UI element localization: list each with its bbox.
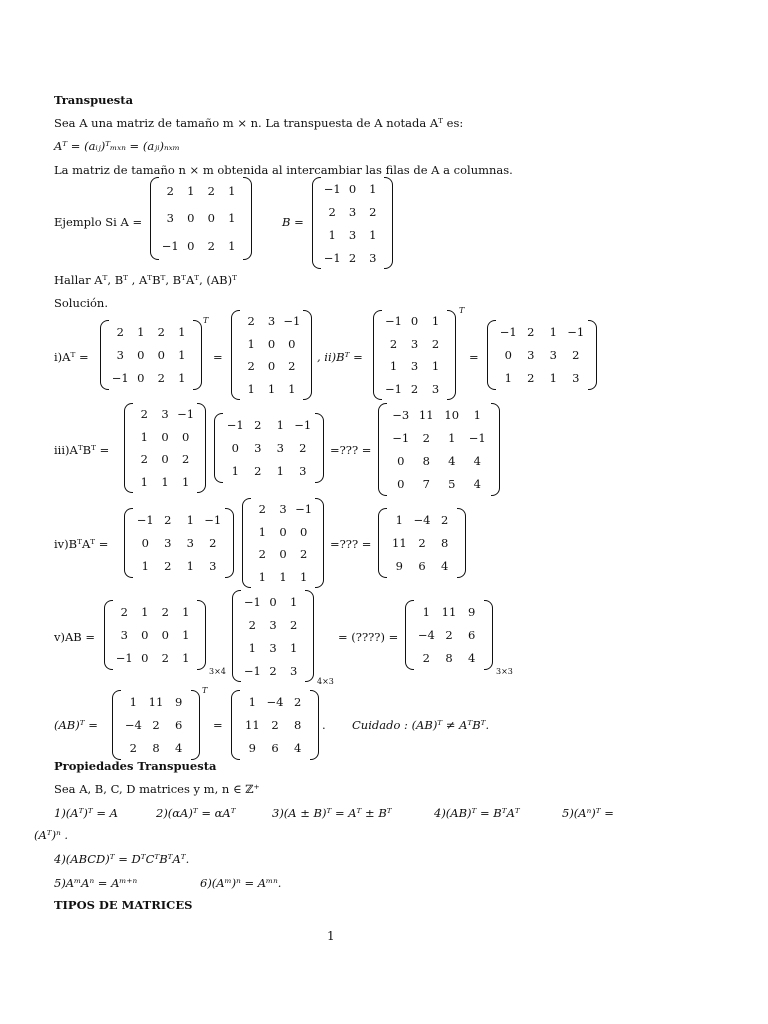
matrix-ab bbox=[405, 600, 493, 670]
matrix-cell: 0 bbox=[267, 359, 276, 374]
matrix-cell: 4 bbox=[473, 477, 481, 492]
matrix-cell: 1 bbox=[279, 569, 287, 584]
matrix-cell: 8 bbox=[293, 717, 302, 732]
matrix-cell: 6 bbox=[271, 741, 279, 756]
matrix-cell: −1 bbox=[177, 407, 195, 422]
matrix-cell: 1 bbox=[369, 181, 377, 196]
properties-title: Propiedades Transpuesta bbox=[54, 759, 217, 773]
matrix-cell: 3 bbox=[431, 381, 440, 396]
matrix-cell: 2 bbox=[389, 336, 398, 351]
matrix-cell: 1 bbox=[431, 359, 440, 374]
matrix-cell: 2 bbox=[254, 464, 262, 479]
matrix-cell: 2 bbox=[269, 663, 277, 678]
transpose-mark: T bbox=[202, 686, 208, 695]
matrix-cell: 3 bbox=[549, 347, 557, 362]
matrix-cell: 3 bbox=[276, 440, 284, 455]
matrix-cell: 0 bbox=[279, 547, 287, 562]
matrix-cell: 2 bbox=[209, 535, 217, 550]
matrix-cell: 2 bbox=[157, 324, 165, 339]
matrix-cell: 1 bbox=[299, 569, 308, 584]
matrix-cell: 11 bbox=[392, 535, 407, 550]
matrix-cell: 2 bbox=[258, 502, 266, 517]
matrix-cell: 4 bbox=[467, 651, 476, 666]
matrix-cell: 1 bbox=[228, 183, 236, 198]
matrix-cell: 0 bbox=[267, 336, 276, 351]
matrix-cell: 1 bbox=[231, 464, 239, 479]
matrix-cell: 0 bbox=[348, 181, 357, 196]
matrix-cell: 11 bbox=[418, 407, 434, 422]
matrix-cell: 2 bbox=[418, 535, 426, 550]
matrix-cell: 1 bbox=[247, 381, 255, 396]
matrix-cell: 0 bbox=[161, 627, 169, 642]
matrix-cell: 3 bbox=[279, 502, 287, 517]
matrix-cell: 1 bbox=[178, 347, 186, 362]
matrix-at bbox=[124, 403, 206, 493]
matrix-cell: 3 bbox=[410, 336, 419, 351]
matrix-a bbox=[104, 600, 206, 670]
matrix-cell: 9 bbox=[467, 604, 476, 619]
b-label: B = bbox=[282, 215, 304, 229]
property-8: 6)(Aᵐ)ⁿ = Aᵐⁿ. bbox=[200, 876, 282, 890]
dimension-label: 3×4 bbox=[209, 667, 226, 676]
page-number: 1 bbox=[327, 929, 335, 943]
matrix-cell: −1 bbox=[204, 512, 222, 527]
matrix-cell: 9 bbox=[174, 694, 183, 709]
matrix-cell: 6 bbox=[467, 627, 476, 642]
matrix-cell: 1 bbox=[248, 694, 256, 709]
matrix-cell: 8 bbox=[152, 741, 160, 756]
matrix-cell: 2 bbox=[527, 324, 535, 339]
matrix-at bbox=[242, 498, 324, 588]
matrix-cell: 5 bbox=[448, 477, 456, 492]
matrix-abt bbox=[231, 690, 319, 760]
matrix-cell: 1 bbox=[129, 694, 137, 709]
ejemplo-label: Ejemplo Si A = bbox=[54, 215, 143, 229]
matrix-cell: 2 bbox=[369, 204, 377, 219]
matrix-cell: 1 bbox=[228, 211, 236, 226]
matrix-cell: −1 bbox=[243, 663, 261, 678]
matrix-cell: 10 bbox=[444, 407, 460, 422]
matrix-cell: 2 bbox=[572, 347, 580, 362]
matrix-cell: 1 bbox=[328, 227, 336, 242]
matrix-cell: 6 bbox=[418, 559, 426, 574]
matrix-cell: 3 bbox=[369, 250, 377, 265]
property-2: 2)(αA)ᵀ = αAᵀ bbox=[156, 806, 236, 820]
matrix-cell: 0 bbox=[299, 524, 308, 539]
matrix-cell: 0 bbox=[161, 452, 169, 467]
matrix-cell: 2 bbox=[116, 324, 124, 339]
matrix-cell: 2 bbox=[140, 407, 148, 422]
matrix-cell: 11 bbox=[441, 604, 457, 619]
matrix-cell: 2 bbox=[299, 440, 307, 455]
matrix-cell: 2 bbox=[207, 183, 215, 198]
matrix-cell: 0 bbox=[141, 651, 149, 666]
matrix-cell: 1 bbox=[431, 314, 440, 329]
matrix-cell: 3 bbox=[161, 407, 169, 422]
transpose-mark: T bbox=[203, 316, 209, 325]
matrix-cell: 8 bbox=[422, 454, 430, 469]
matrix-cell: 0 bbox=[231, 440, 239, 455]
matrix-cell: 2 bbox=[328, 204, 336, 219]
matrix-cell: −1 bbox=[295, 502, 313, 517]
unknown-equals: =??? = bbox=[330, 537, 372, 551]
matrix-cell: 0 bbox=[187, 211, 195, 226]
label-iii: iii)AᵀBᵀ = bbox=[54, 443, 110, 457]
matrix-bt bbox=[214, 413, 324, 483]
intro-text: Sea A una matriz de tamaño m × n. La transpuesta de A notada Aᵀ es: bbox=[54, 116, 464, 130]
matrix-cell: −4 bbox=[124, 717, 142, 732]
matrix-cell: 3 bbox=[254, 440, 262, 455]
matrix-cell: −1 bbox=[111, 371, 129, 386]
unknown-equals: =??? = bbox=[330, 443, 372, 457]
matrix-cell: 1 bbox=[137, 324, 145, 339]
matrix-cell: 3 bbox=[166, 211, 174, 226]
label-i: i)Aᵀ = bbox=[54, 350, 89, 364]
matrix-cell: 2 bbox=[348, 250, 357, 265]
label-v: v)AB = bbox=[54, 630, 96, 644]
matrix-cell: 1 bbox=[448, 430, 456, 445]
matrix-cell: 1 bbox=[289, 640, 298, 655]
matrix-cell: 3 bbox=[348, 227, 357, 242]
matrix-cell: 1 bbox=[289, 594, 298, 609]
matrix-cell: 1 bbox=[422, 604, 430, 619]
matrix-cell: 1 bbox=[186, 559, 194, 574]
matrix-cell: 1 bbox=[549, 324, 557, 339]
matrix-cell: 1 bbox=[473, 407, 481, 422]
matrix-cell: 2 bbox=[527, 371, 535, 386]
label-iv: iv)BᵀAᵀ = bbox=[54, 537, 109, 551]
matrix-cell: 1 bbox=[186, 512, 194, 527]
matrix-cell: 0 bbox=[288, 336, 296, 351]
matrix-cell: 0 bbox=[161, 429, 169, 444]
matrix-cell: 2 bbox=[254, 417, 262, 432]
matrix-cell: 1 bbox=[248, 640, 256, 655]
matrix-cell: −1 bbox=[323, 181, 341, 196]
matrix-b-paren bbox=[373, 310, 456, 400]
matrix-b bbox=[312, 177, 393, 269]
matrix-cell: −1 bbox=[226, 417, 244, 432]
matrix-cell: −1 bbox=[136, 512, 154, 527]
matrix-cell: 1 bbox=[181, 474, 190, 489]
matrix-cell: −1 bbox=[385, 314, 402, 329]
matrix-cell: 4 bbox=[473, 454, 481, 469]
matrix-cell: 4 bbox=[440, 559, 449, 574]
matrix-cell: 2 bbox=[431, 336, 440, 351]
matrix-cell: −4 bbox=[413, 512, 431, 527]
matrix-cell: 2 bbox=[164, 512, 172, 527]
section-title: Transpuesta bbox=[54, 93, 134, 107]
matrix-cell: 2 bbox=[120, 604, 128, 619]
property-5-cont: (Aᵀ)ⁿ . bbox=[34, 828, 69, 842]
matrix-cell: 0 bbox=[279, 524, 287, 539]
matrix-cell: 7 bbox=[422, 477, 430, 492]
matrix-cell: 1 bbox=[182, 604, 190, 619]
matrix-cell: 0 bbox=[207, 211, 215, 226]
matrix-cell: 2 bbox=[422, 651, 430, 666]
matrix-cell: −1 bbox=[243, 594, 261, 609]
matrix-cell: 1 bbox=[187, 183, 195, 198]
matrix-cell: 3 bbox=[527, 347, 535, 362]
property-1: 1)(Aᵀ)ᵀ = A bbox=[54, 806, 118, 820]
equals-sign: = bbox=[213, 350, 223, 364]
matrix-cell: 2 bbox=[161, 651, 169, 666]
matrix-cell: −1 bbox=[283, 314, 301, 329]
matrix-cell: 3 bbox=[267, 314, 276, 329]
matrix-cell: −4 bbox=[417, 627, 435, 642]
matrix-cell: 1 bbox=[178, 324, 186, 339]
matrix-cell: 0 bbox=[157, 347, 165, 362]
matrix-cell: 1 bbox=[276, 417, 284, 432]
matrix-cell: 2 bbox=[181, 452, 190, 467]
matrix-cell: −3 bbox=[392, 407, 410, 422]
matrix-bt bbox=[487, 320, 597, 390]
matrix-cell: 6 bbox=[174, 717, 183, 732]
matrix-cell: 2 bbox=[166, 183, 174, 198]
solucion-label: Solución. bbox=[54, 296, 108, 310]
matrix-cell: 3 bbox=[289, 663, 298, 678]
matrix-cell: 2 bbox=[288, 359, 296, 374]
matrix-cell: 2 bbox=[207, 239, 215, 254]
matrix-cell: 2 bbox=[258, 547, 266, 562]
matrix-cell: 2 bbox=[129, 741, 137, 756]
matrix-a bbox=[150, 177, 252, 260]
dimension-label: 3×3 bbox=[496, 667, 513, 676]
matrix-cell: −1 bbox=[499, 324, 517, 339]
matrix-cell: 1 bbox=[267, 381, 276, 396]
matrix-cell: −1 bbox=[115, 651, 133, 666]
matrix-cell: 1 bbox=[258, 524, 266, 539]
matrix-cell: 2 bbox=[293, 694, 302, 709]
matrix-cell: 2 bbox=[299, 547, 308, 562]
matrix-cell: 2 bbox=[152, 717, 160, 732]
matrix-cell: 0 bbox=[137, 371, 145, 386]
property-6: 4)(ABCD)ᵀ = DᵀCᵀBᵀAᵀ. bbox=[54, 852, 190, 866]
matrix-cell: 4 bbox=[293, 741, 302, 756]
matrix-cell: −1 bbox=[567, 324, 585, 339]
matrix-cell: 3 bbox=[116, 347, 124, 362]
formula-definition: Aᵀ = (aᵢⱼ)ᵀₘₓₙ = (aⱼᵢ)ₙₓₘ bbox=[54, 139, 180, 153]
matrix-cell: 1 bbox=[276, 464, 284, 479]
matrix-cell: −4 bbox=[266, 694, 284, 709]
matrix-atbt bbox=[378, 403, 500, 496]
matrix-cell: 2 bbox=[248, 617, 256, 632]
matrix-cell: −1 bbox=[385, 381, 402, 396]
cuidado-note: Cuidado : (AB)ᵀ ≠ AᵀBᵀ. bbox=[352, 718, 490, 732]
matrix-cell: 2 bbox=[247, 314, 255, 329]
matrix-cell: 3 bbox=[209, 559, 217, 574]
matrix-cell: −1 bbox=[161, 239, 179, 254]
matrix-cell: 0 bbox=[187, 239, 195, 254]
matrix-bt bbox=[124, 508, 234, 578]
matrix-cell: 3 bbox=[186, 535, 194, 550]
matrix-cell: 8 bbox=[440, 535, 449, 550]
matrix-cell: −1 bbox=[468, 430, 486, 445]
matrix-cell: 1 bbox=[228, 239, 236, 254]
matrix-cell: 1 bbox=[140, 429, 148, 444]
matrix-cell: 4 bbox=[448, 454, 456, 469]
matrix-cell: 2 bbox=[440, 512, 449, 527]
matrix-cell: 1 bbox=[247, 336, 255, 351]
equals-sign: = bbox=[469, 350, 479, 364]
matrix-at bbox=[231, 310, 312, 400]
matrix-cell: 2 bbox=[445, 627, 453, 642]
matrix-cell: 2 bbox=[271, 717, 279, 732]
matrix-cell: 3 bbox=[120, 627, 128, 642]
matrix-cell: 0 bbox=[137, 347, 145, 362]
matrix-cell: 1 bbox=[288, 381, 296, 396]
transpose-mark: T bbox=[459, 306, 465, 315]
matrix-cell: 0 bbox=[269, 594, 277, 609]
matrix-cell: 4 bbox=[174, 741, 183, 756]
matrix-cell: 1 bbox=[140, 474, 148, 489]
hallar-text: Hallar Aᵀ, Bᵀ , AᵀBᵀ, BᵀAᵀ, (AB)ᵀ bbox=[54, 273, 237, 287]
matrix-cell: 3 bbox=[572, 371, 580, 386]
matrix-cell: 1 bbox=[178, 371, 186, 386]
matrix-cell: 0 bbox=[504, 347, 512, 362]
matrix-cell: 2 bbox=[422, 430, 430, 445]
matrix-cell: 2 bbox=[164, 559, 172, 574]
matrix-cell: 1 bbox=[258, 569, 266, 584]
dimension-label: 4×3 bbox=[317, 677, 334, 686]
matrix-ab-paren bbox=[112, 690, 200, 760]
tipos-heading: TIPOS DE MATRICES bbox=[54, 898, 193, 912]
matrix-cell: 0 bbox=[141, 535, 149, 550]
matrix-cell: 1 bbox=[182, 651, 190, 666]
matrix-cell: −1 bbox=[294, 417, 312, 432]
matrix-cell: 1 bbox=[161, 474, 169, 489]
matrix-cell: 3 bbox=[410, 359, 419, 374]
matrix-a-paren bbox=[100, 320, 202, 390]
matrix-cell: 1 bbox=[395, 512, 403, 527]
matrix-cell: 0 bbox=[397, 454, 405, 469]
matrix-cell: 1 bbox=[182, 627, 190, 642]
matrix-cell: 3 bbox=[348, 204, 357, 219]
matrix-cell: 1 bbox=[369, 227, 377, 242]
matrix-cell: 1 bbox=[389, 359, 398, 374]
matrix-cell: 2 bbox=[410, 381, 419, 396]
matrix-cell: 1 bbox=[549, 371, 557, 386]
matrix-cell: 2 bbox=[140, 452, 148, 467]
matrix-cell: −1 bbox=[392, 430, 410, 445]
matrix-cell: 2 bbox=[247, 359, 255, 374]
matrix-cell: 2 bbox=[157, 371, 165, 386]
unknown-equals: = (????) = bbox=[338, 630, 399, 644]
label-abt: (AB)ᵀ = bbox=[54, 718, 98, 732]
matrix-cell: 3 bbox=[269, 640, 277, 655]
matrix-cell: 11 bbox=[148, 694, 164, 709]
matrix-cell: 0 bbox=[410, 314, 419, 329]
matrix-cell: 11 bbox=[245, 717, 260, 732]
property-7: 5)AᵐAⁿ = Aᵐ⁺ⁿ bbox=[54, 876, 138, 890]
matrix-cell: 0 bbox=[181, 429, 190, 444]
period: . bbox=[322, 718, 326, 732]
property-4: 4)(AB)ᵀ = BᵀAᵀ bbox=[434, 806, 520, 820]
matrix-cell: 3 bbox=[299, 464, 307, 479]
property-5: 5)(Aⁿ)ᵀ = bbox=[562, 806, 614, 820]
matrix-cell: 1 bbox=[141, 604, 149, 619]
equals-sign: = bbox=[213, 718, 223, 732]
matrix-cell: 2 bbox=[289, 617, 298, 632]
label-ii: , ii)Bᵀ = bbox=[317, 350, 363, 364]
matrix-cell: 3 bbox=[269, 617, 277, 632]
matrix-cell: 1 bbox=[141, 559, 149, 574]
matrix-cell: −1 bbox=[323, 250, 341, 265]
properties-intro: Sea A, B, C, D matrices y m, n ∈ ℤ⁺ bbox=[54, 782, 260, 796]
matrix-btat bbox=[378, 508, 466, 578]
matrix-cell: 9 bbox=[395, 559, 403, 574]
matrix-cell: 8 bbox=[445, 651, 453, 666]
matrix-cell: 0 bbox=[397, 477, 405, 492]
description-text: La matriz de tamaño n × m obtenida al intercambiar las filas de A a columnas. bbox=[54, 163, 513, 177]
matrix-cell: 0 bbox=[141, 627, 149, 642]
matrix-cell: 1 bbox=[504, 371, 512, 386]
matrix-cell: 3 bbox=[164, 535, 172, 550]
matrix-cell: 2 bbox=[161, 604, 169, 619]
property-3: 3)(A ± B)ᵀ = Aᵀ ± Bᵀ bbox=[272, 806, 392, 820]
matrix-b bbox=[232, 590, 314, 682]
matrix-cell: 9 bbox=[248, 741, 256, 756]
